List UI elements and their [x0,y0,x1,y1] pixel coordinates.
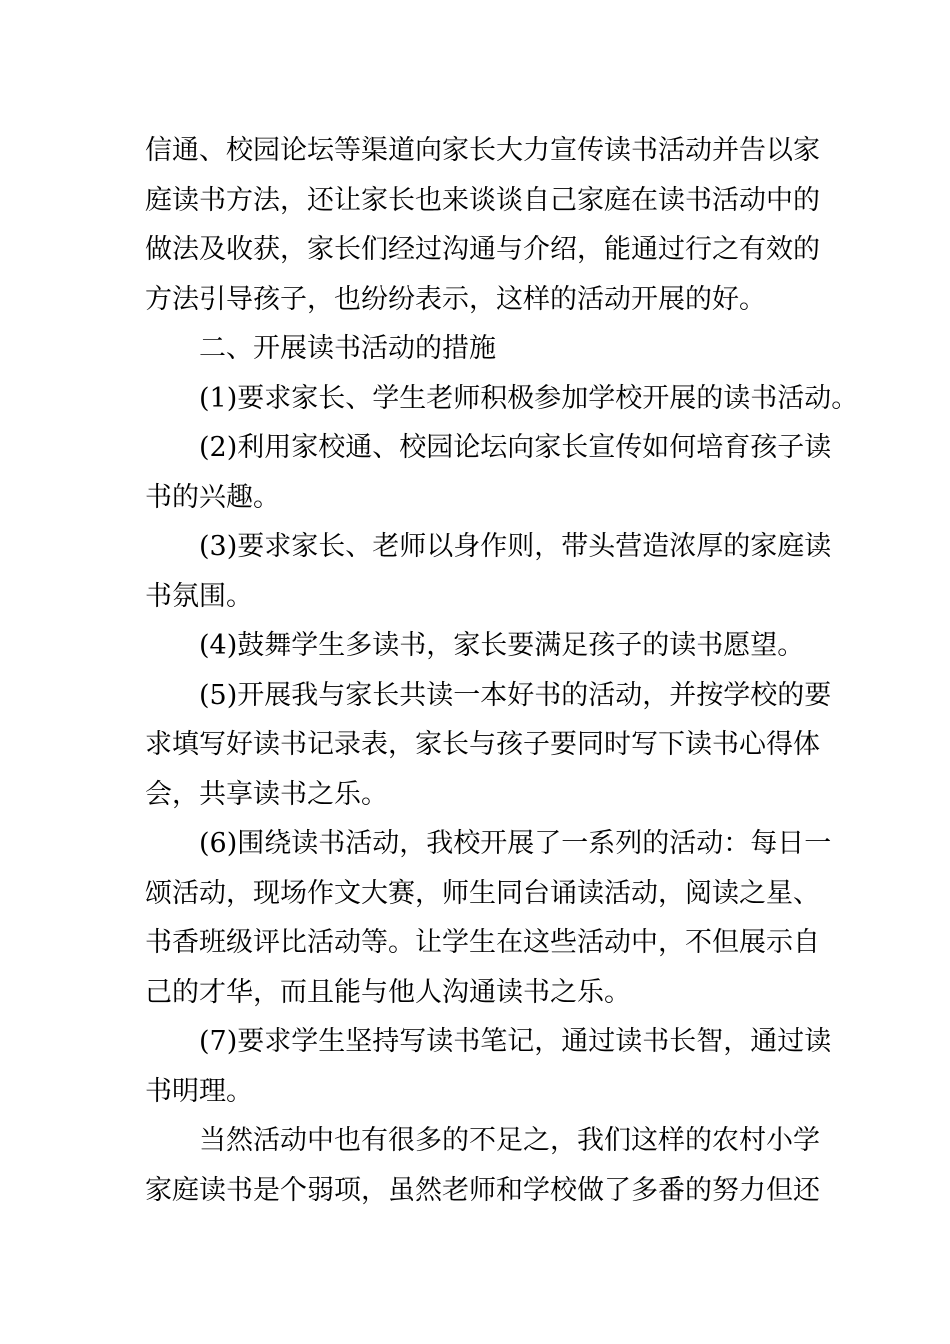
paragraph-line: 颂活动，现场作文大赛，师生同台诵读活动，阅读之星、 [145,877,820,909]
paragraph-line: 做法及收获，家长们经过沟通与介绍，能通过行之有效的 [145,234,820,265]
paragraph-line: 己的才华，而且能与他人沟通读书之乐。 [145,976,631,1008]
section-heading: 二、开展读书活动的措施 [199,333,496,364]
list-item-5: (5)开展我与家长共读一本好书的活动，并按学校的要 [199,679,832,711]
list-item-6: (6)围绕读书活动，我校开展了一系列的活动：每日一 [199,828,832,859]
paragraph-line: 书香班级评比活动等。让学生在这些活动中，不但展示自 [145,927,820,958]
list-item-4: (4)鼓舞学生多读书，家长要满足孩子的读书愿望。 [199,630,805,661]
paragraph-line: 庭读书方法，还让家长也来谈谈自己家庭在读书活动中的 [145,184,820,216]
paragraph-line: 信通、校园论坛等渠道向家长大力宣传读书活动并告以家 [145,135,820,166]
paragraph-line: 会，共享读书之乐。 [145,778,388,810]
paragraph-line: 书的兴趣。 [145,481,280,513]
paragraph-line: 求填写好读书记录表，家长与孩子要同时写下读书心得体 [145,729,820,760]
list-item-3: (3)要求家长、老师以身作则，带头营造浓厚的家庭读 [199,531,832,562]
paragraph-line: 书氛围。 [145,580,253,612]
paragraph-line: 当然活动中也有很多的不足之，我们这样的农村小学 [199,1125,820,1156]
paragraph-line: 书明理。 [145,1075,253,1107]
paragraph-line: 家庭读书是个弱项，虽然老师和学校做了多番的努力但还 [145,1174,820,1206]
list-item-1: (1)要求家长、学生老师积极参加学校开展的读书活动。 [199,382,859,414]
paragraph-line: 方法引导孩子，也纷纷表示，这样的活动开展的好。 [145,283,766,315]
list-item-2: (2)利用家校通、校园论坛向家长宣传如何培育孩子读 [199,432,832,463]
body-text [145,126,859,1215]
list-item-7: (7)要求学生坚持写读书笔记，通过读书长智，通过读 [199,1026,832,1057]
